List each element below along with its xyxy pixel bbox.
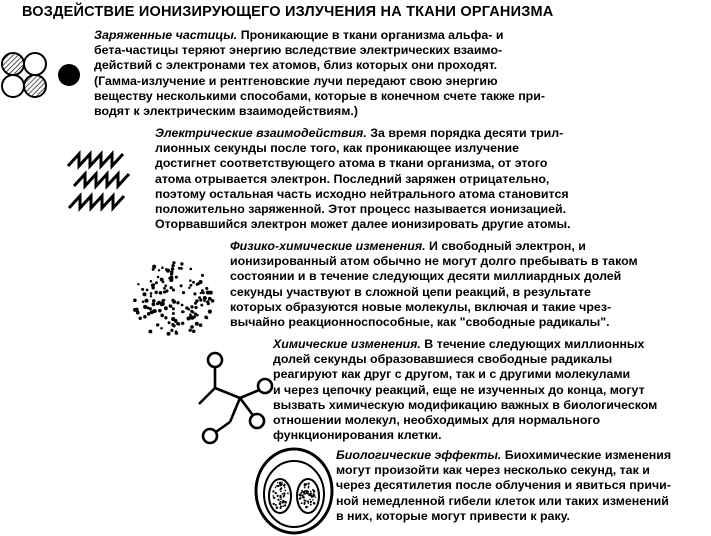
page-title: ВОЗДЕЙСТВИЕ ИОНИЗИРУЮЩЕГО ИЗЛУЧЕНИЯ НА ТКАНИ ОРГАНИЗМА bbox=[22, 4, 554, 20]
atom-particles-icon bbox=[0, 48, 82, 104]
molecule-icon bbox=[196, 348, 276, 444]
section-electric-interactions: Электрические взаимодействия. За время порядка десяти трил- лионных секунды после того, как проникающее излучение достигнет соответствующего атома в ткани организма, от этого атома отрывается электрон. Последний заряжен отрицательно, поэтому остальная часть исходно нейтрального атома становится положительно заряженной. Этот процесс называется ионизацией. Оторвавшийся электрон может далее ионизировать другие атомы. bbox=[155, 126, 571, 232]
section-biological-effects: Биологические эффекты. Биохимические изменения могут произойти как через несколько секунд, так и через десятилетия после облучения и явиться причи- ной немедленной гибели клеток или таких изменений в них, которые могут привести к раку. bbox=[336, 448, 672, 523]
section-physchem-changes: Физико-химические изменения. И свободный электрон, и ионизированный атом обычно не могут долго пребывать в таком состоянии и в течение следующих десяти миллиардных долей секунды участвуют в сложной цепи реакций, в результате которых образуются новые молекулы, включая и такие чрез- вычайно реакционноспособные, как "свободные радикалы". bbox=[230, 239, 638, 330]
section-charged-particles: Заряженные частицы. Проникающие в ткани организма альфа- и бета-частицы теряют энергию вследствие электрических взаимо- действий с электронами тех атомов, близ которых они проходят. (Гамма-излучение и рентгеновские лучи передают свою энергию веществу несколькими способами, которые в конечном счете также при- водят к электрическим взаимодействиям.) bbox=[94, 28, 545, 119]
section-heading: Биологические эффекты. bbox=[336, 448, 502, 462]
cell-icon bbox=[254, 445, 334, 535]
zigzag-interaction-icon bbox=[66, 152, 132, 212]
section-heading: Электрические взаимодействия. bbox=[155, 126, 367, 140]
section-heading: Заряженные частицы. bbox=[94, 28, 238, 42]
section-heading: Физико-химические изменения. bbox=[230, 239, 426, 253]
section-heading: Химические изменения. bbox=[273, 337, 421, 351]
section-chemical-changes: Химические изменения. В течение следующих миллионных долей секунды образовавшиеся свободные радикалы реагируют как друг с другом, так и с другими молекулами и через цепочку реакций, еще не изученных до конца, могут вызвать химическую модификацию важных в биологическом отношении молекул, необходимых для нормального функционирования клетки. bbox=[273, 337, 658, 443]
dispersed-dots-icon bbox=[130, 258, 216, 342]
